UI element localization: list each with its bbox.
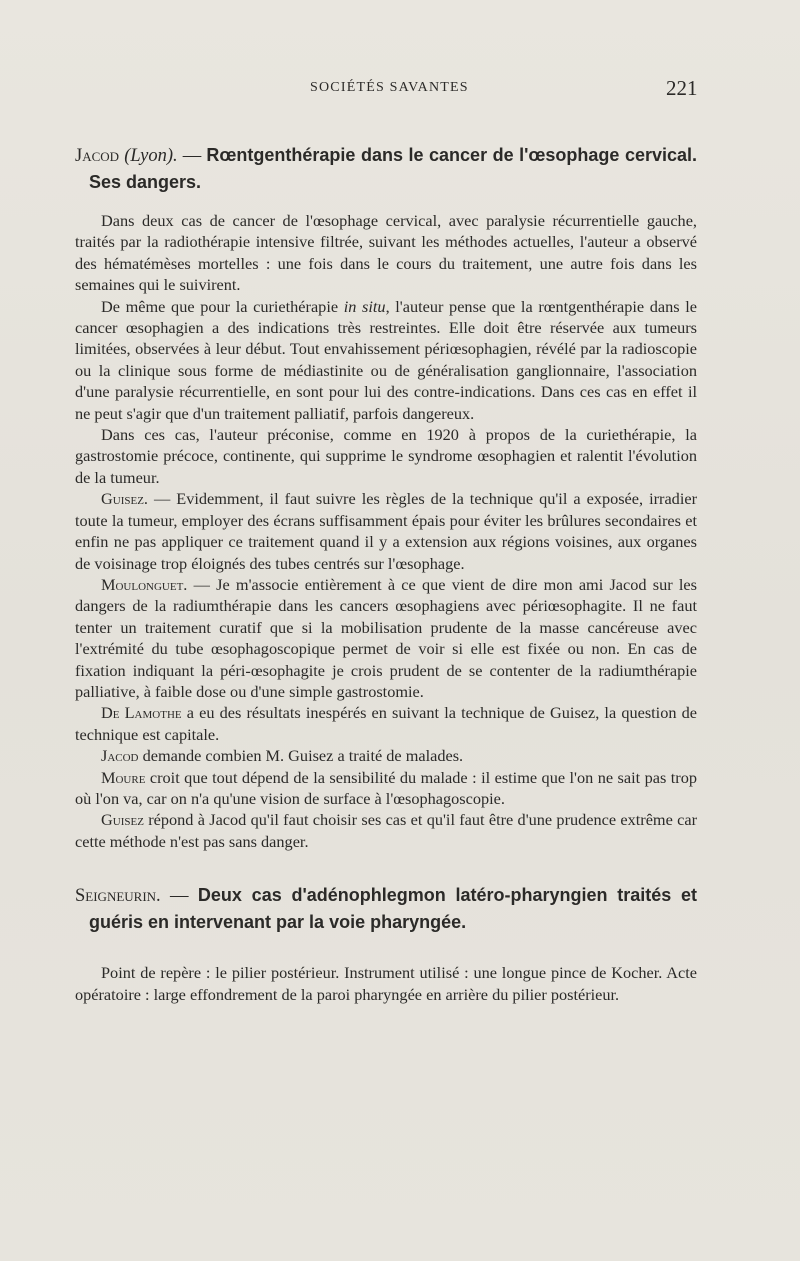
speaker-name: Guisez. bbox=[101, 489, 148, 509]
paragraph-text: De même que pour la curiethérapie bbox=[101, 296, 344, 316]
title-text: Rœntgenthérapie dans le cancer de l'œsophage cervical. Ses dangers. bbox=[89, 145, 698, 192]
page-number: 221 bbox=[666, 76, 698, 100]
paragraph-text: , l'auteur pense que la rœntgenthérapie dans le cancer œsophagien a des indications très restreintes. Elle doit être réservée aux tumeurs limitées, observées à leur début. Tout envahissement périœsophagien, révélé par la radioscopie ou la clinique sous forme de médiastinite ou de généralisation ganglionnaire, l'association d'une paralysie récurrentielle, en sont pour lui des contre-indications. Dans ces cas en effet il ne peut s'agir que d'un traitement palliatif, parfois dangereux. bbox=[75, 296, 697, 423]
paragraph-text: répond à Jacod qu'il faut choisir ses cas et qu'il faut être d'une prudence extrême car cette méthode n'est pas sans danger. bbox=[75, 810, 697, 851]
paragraph bbox=[75, 488, 697, 574]
paragraph bbox=[75, 767, 697, 810]
paragraph-text: Dans ces cas, l'auteur préconise, comme en 1920 à propos de la curiethérapie, la gastrostomie précoce, continente, qui supprime le syndrome œsophagien et ralentit l'évolution de la tumeur. bbox=[75, 425, 697, 487]
paragraph bbox=[75, 210, 697, 296]
paragraph-text: Point de repère : le pilier postérieur. Instrument utilisé : une longue pince de Kocher. Acte opératoire : large effondrement de la paroi pharyngée en arrière du pilier postérieur. bbox=[75, 963, 697, 1004]
section-title bbox=[75, 142, 697, 196]
italic-term: in situ bbox=[343, 296, 386, 316]
paragraph bbox=[75, 702, 697, 745]
section-body bbox=[75, 210, 697, 852]
speaker-name: Moure bbox=[101, 767, 146, 787]
paragraph bbox=[75, 296, 697, 424]
title-dash: — bbox=[177, 146, 207, 166]
paragraph-text: a eu des résultats inespérés en suivant la technique de Guisez, la question de technique est capitale. bbox=[75, 703, 697, 744]
paragraph-text: — Je m'associe entièrement à ce que vient de dire mon ami Jacod sur les dangers de la radiumthérapie dans les cancers œsophagiens avec périœsophagite. Il ne faut tenter un traitement curatif que si la mobilisation prudente de la masse cancéreuse avec l'extrémité du tube œsophagoscopique permet de voir si elle est fixée ou non. En cas de fixation indiquant la péri-œsophagite je crois prudent de se contenter de la radiumthérapie palliative, à faible dose ou d'une simple gastrostomie. bbox=[75, 574, 697, 701]
paragraph bbox=[75, 574, 697, 702]
section-jacod bbox=[75, 142, 697, 852]
author-name: Seigneurin. bbox=[75, 886, 161, 907]
section-seigneurin bbox=[75, 882, 697, 1005]
paragraph-text: demande combien M. Guisez a traité de malades. bbox=[138, 746, 464, 766]
paragraph bbox=[75, 809, 697, 852]
speaker-name: Guisez bbox=[101, 810, 144, 830]
section-body bbox=[75, 962, 697, 1005]
title-dash: — bbox=[160, 886, 198, 907]
speaker-name: Jacod bbox=[101, 746, 139, 766]
page-header bbox=[0, 76, 800, 102]
running-title: SOCIÉTÉS SAVANTES bbox=[310, 80, 469, 95]
paragraph-text: croit que tout dépend de la sensibilité du malade : il estime que l'on ne sait pas trop où l'on va, car on n'a qu'une vision de surface à l'œsophagoscopie. bbox=[75, 767, 697, 808]
paragraph bbox=[75, 745, 697, 766]
paragraph bbox=[75, 962, 697, 1005]
speaker-name: De Lamothe bbox=[101, 703, 182, 723]
paragraph bbox=[75, 424, 697, 488]
paragraph-text: — Evidemment, il faut suivre les règles de la technique qu'il a exposée, irradier toute la tumeur, employer des écrans suffisamment épais pour éviter les brûlures secondaires et enfin ne pas appliquer ce traitement quand il y a extension aux régions voisines, aux organes de voisinage trop éloignés des tubes centrés sur l'œsophage. bbox=[75, 489, 697, 573]
page-content bbox=[75, 142, 697, 1005]
speaker-name: Moulonguet. bbox=[101, 574, 188, 594]
author-city: (Lyon). bbox=[124, 146, 178, 166]
section-title bbox=[75, 882, 697, 936]
paragraph-text: Dans deux cas de cancer de l'œsophage cervical, avec paralysie récurrentielle gauche, traités par la radiothérapie intensive filtrée, suivant les méthodes actuelles, l'auteur a observé des hématémèses mortelles : une fois dans le cours du traitement, une autre fois dans les semaines qui le suivirent. bbox=[75, 211, 697, 295]
author-name: Jacod bbox=[75, 146, 120, 166]
title-text: Deux cas d'adénophlegmon latéro-pharyngien traités et guéris en intervenant par la voie pharyngée. bbox=[89, 885, 697, 933]
